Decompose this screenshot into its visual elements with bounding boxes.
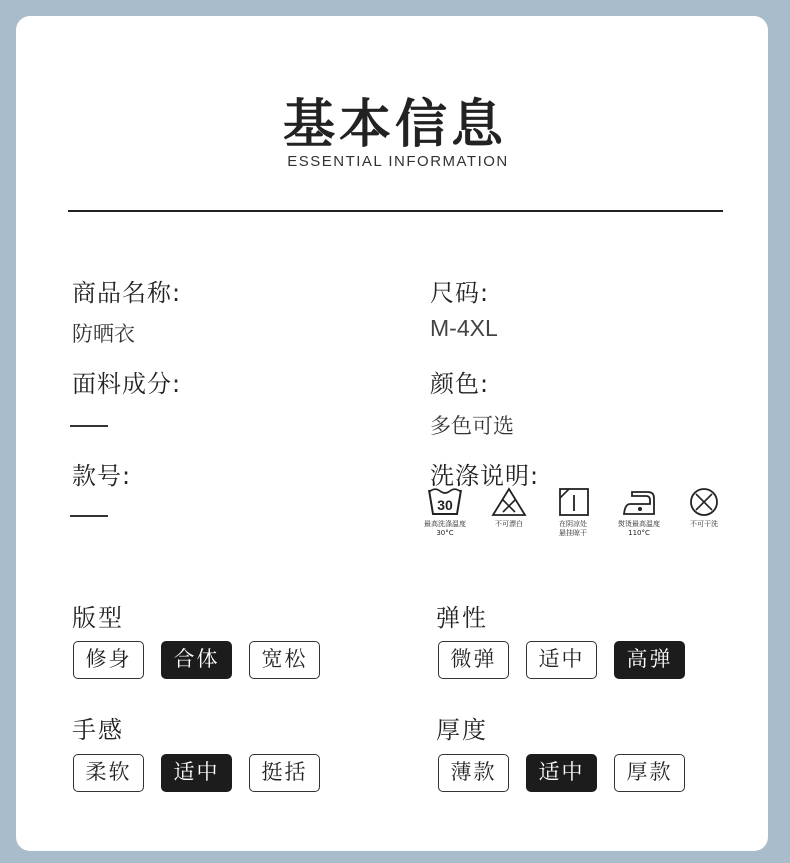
thickness-section-label: 厚度: [436, 716, 488, 744]
care-caption-dryclean: 不可干洗: [690, 520, 718, 528]
hand-feel-option-soft[interactable]: 柔软: [73, 754, 144, 792]
care-caption-dry: 在阴凉处 悬挂晾干: [559, 520, 587, 537]
care-item-dry: [548, 486, 598, 538]
wash-30-icon: [426, 486, 464, 518]
color-label: 颜色:: [430, 370, 490, 398]
care-caption-wash: 最高洗涤温度 30°C: [424, 520, 466, 537]
fit-option-slim[interactable]: 修身: [73, 641, 144, 679]
elasticity-section-label: 弹性: [436, 604, 488, 632]
no-bleach-icon: [490, 486, 528, 518]
fabric-empty-dash: [70, 425, 108, 427]
care-item-bleach: [484, 486, 534, 529]
line-dry-shade-icon: [554, 486, 592, 518]
fit-option-regular[interactable]: 合体: [161, 641, 232, 679]
size-value: M-4XL: [430, 315, 498, 341]
hand-feel-section-label: 手感: [72, 716, 124, 744]
product-name-label: 商品名称:: [72, 279, 182, 307]
wash-label: 洗涤说明:: [430, 462, 540, 490]
fit-option-loose[interactable]: 宽松: [249, 641, 320, 679]
thickness-option-medium[interactable]: 适中: [526, 754, 597, 792]
style-no-label: 款号:: [72, 462, 132, 490]
hand-feel-option-crisp[interactable]: 挺括: [249, 754, 320, 792]
iron-110-icon: [620, 486, 658, 518]
hand-feel-option-medium[interactable]: 适中: [161, 754, 232, 792]
color-value: 多色可选: [430, 414, 514, 438]
elasticity-option-high[interactable]: 高弹: [614, 641, 685, 679]
care-item-dryclean: [679, 486, 729, 529]
page-subtitle: ESSENTIAL INFORMATION: [287, 153, 509, 170]
size-label: 尺码:: [430, 279, 490, 307]
thickness-option-thin[interactable]: 薄款: [438, 754, 509, 792]
care-item-wash: [420, 486, 470, 538]
product-name-value: 防晒衣: [72, 322, 135, 346]
fabric-label: 面料成分:: [72, 370, 182, 398]
no-dryclean-icon: [685, 486, 723, 518]
elasticity-option-slight[interactable]: 微弹: [438, 641, 509, 679]
fit-section-label: 版型: [72, 604, 124, 632]
care-caption-iron: 熨烫最高温度 110°C: [618, 520, 660, 537]
wash-temp-number: 30: [437, 497, 453, 513]
care-caption-bleach: 不可漂白: [495, 520, 523, 528]
elasticity-option-medium[interactable]: 适中: [526, 641, 597, 679]
page-title: 基本信息: [282, 95, 507, 155]
divider: [68, 210, 723, 212]
care-item-iron: [614, 486, 664, 538]
thickness-option-thick[interactable]: 厚款: [614, 754, 685, 792]
style-no-empty-dash: [70, 515, 108, 517]
